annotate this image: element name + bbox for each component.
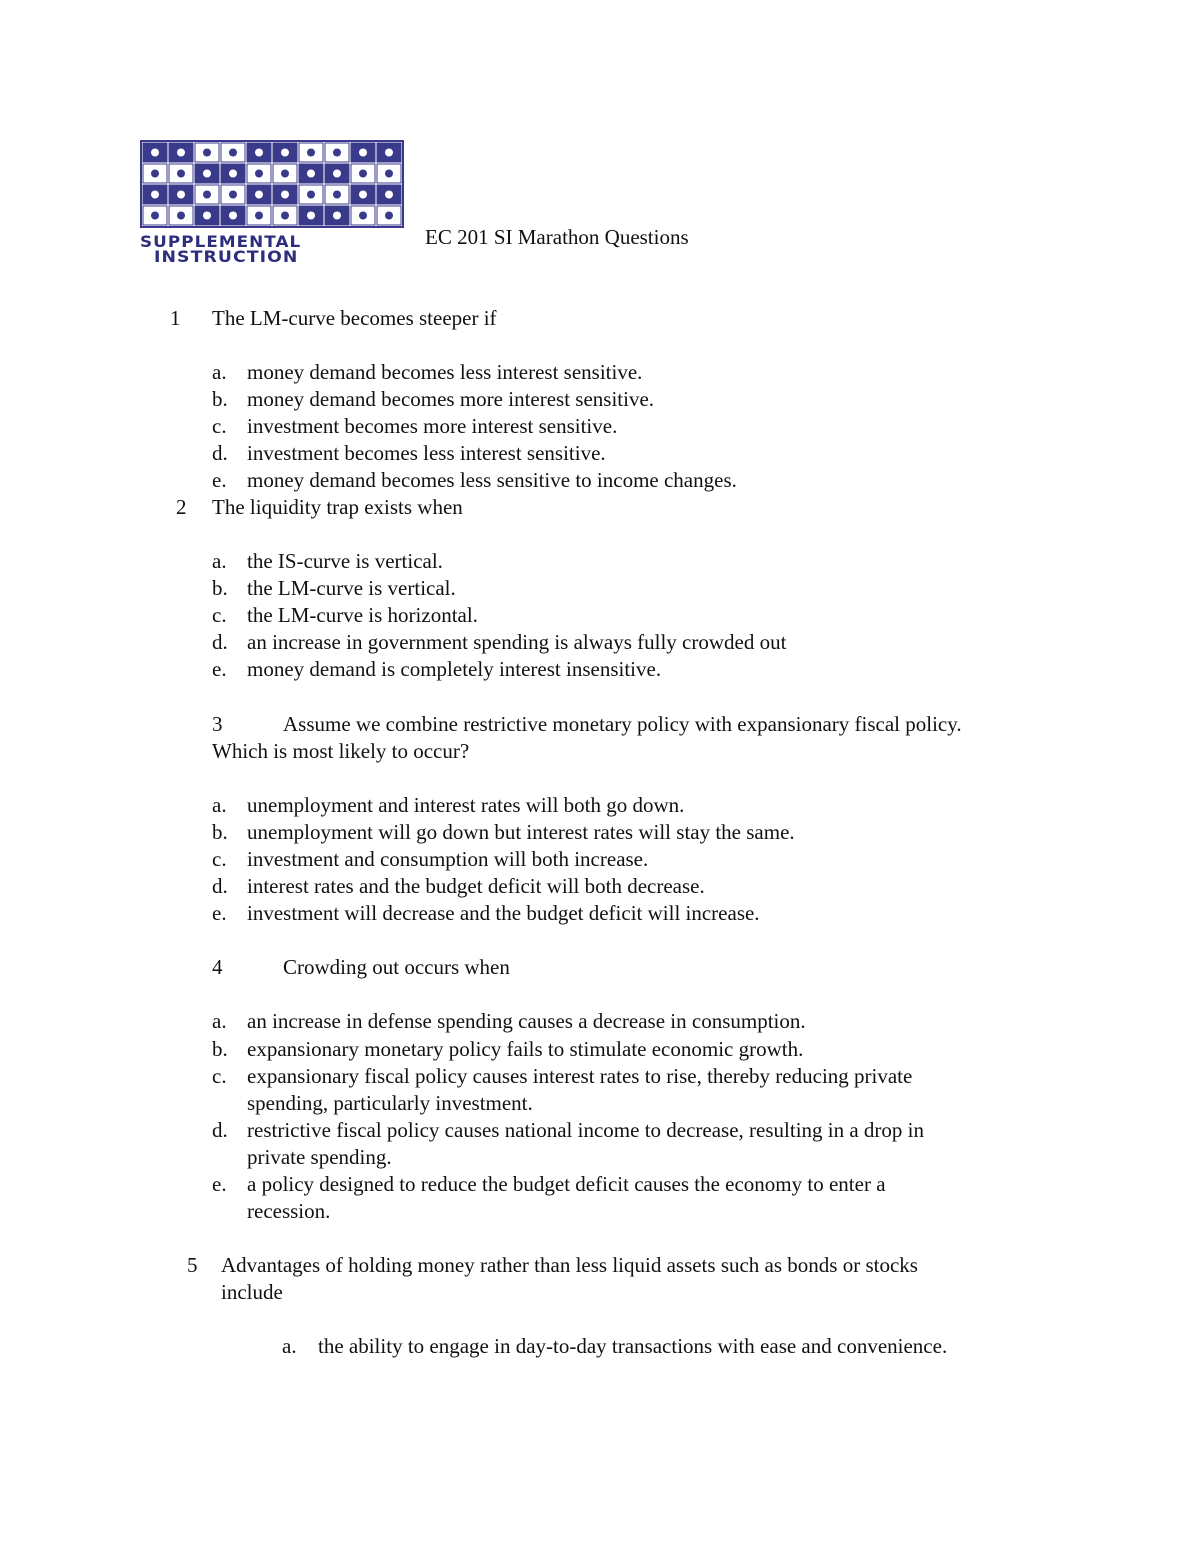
option-letter: e. bbox=[212, 1172, 227, 1196]
option-letter: c. bbox=[212, 1064, 227, 1088]
option-text: restrictive fiscal policy causes national income to decrease, resulting in a drop in bbox=[247, 1118, 925, 1142]
puzzle-knob bbox=[385, 149, 393, 157]
puzzle-knob bbox=[281, 212, 289, 220]
option-text: interest rates and the budget deficit will both decrease. bbox=[247, 874, 705, 898]
option-letter: b. bbox=[212, 387, 228, 411]
option-text: a policy designed to reduce the budget deficit causes the economy to enter a bbox=[247, 1172, 886, 1196]
document-title: EC 201 SI Marathon Questions bbox=[425, 225, 689, 249]
option-letter: a. bbox=[282, 1334, 297, 1358]
option-letter: d. bbox=[212, 630, 228, 654]
logo-text-line1: SUPPLEMENTAL bbox=[140, 232, 302, 251]
puzzle-knob bbox=[359, 170, 367, 178]
option-text: unemployment will go down but interest rates will stay the same. bbox=[247, 820, 795, 844]
option-text: the IS-curve is vertical. bbox=[247, 549, 443, 573]
puzzle-knob bbox=[203, 149, 211, 157]
option-text: an increase in government spending is always fully crowded out bbox=[247, 630, 787, 654]
puzzle-knob bbox=[281, 191, 289, 199]
puzzle-knob bbox=[385, 212, 393, 220]
puzzle-knob bbox=[203, 170, 211, 178]
puzzle-knob bbox=[203, 191, 211, 199]
question-text: Which is most likely to occur? bbox=[212, 739, 470, 763]
option-letter: c. bbox=[212, 414, 227, 438]
question-text: include bbox=[221, 1280, 283, 1304]
question-text: Advantages of holding money rather than less liquid assets such as bonds or stocks bbox=[221, 1253, 918, 1277]
puzzle-knob bbox=[333, 170, 341, 178]
puzzle-knob bbox=[255, 149, 263, 157]
option-text: investment becomes less interest sensitive. bbox=[247, 441, 606, 465]
puzzle-knob bbox=[307, 170, 315, 178]
option-text: investment will decrease and the budget deficit will increase. bbox=[247, 901, 760, 925]
puzzle-knob bbox=[281, 149, 289, 157]
option-letter: d. bbox=[212, 441, 228, 465]
puzzle-knob bbox=[307, 191, 315, 199]
puzzle-knob bbox=[177, 170, 185, 178]
puzzle-knob bbox=[333, 212, 341, 220]
puzzle-knob bbox=[151, 170, 159, 178]
option-letter: d. bbox=[212, 874, 228, 898]
option-text: the ability to engage in day-to-day transactions with ease and convenience. bbox=[318, 1334, 948, 1358]
option-letter: b. bbox=[212, 1037, 228, 1061]
puzzle-knob bbox=[281, 170, 289, 178]
puzzle-knob bbox=[307, 149, 315, 157]
option-text: an increase in defense spending causes a decrease in consumption. bbox=[247, 1009, 806, 1033]
puzzle-knob bbox=[333, 191, 341, 199]
option-letter: c. bbox=[212, 603, 227, 627]
option-letter: e. bbox=[212, 901, 227, 925]
puzzle-knob bbox=[255, 170, 263, 178]
question-number: 1 bbox=[170, 306, 181, 330]
logo-text-line2: INSTRUCTION bbox=[154, 247, 299, 266]
question-text: Crowding out occurs when bbox=[283, 955, 510, 979]
option-text: investment and consumption will both increase. bbox=[247, 847, 649, 871]
puzzle-knob bbox=[229, 149, 237, 157]
option-text: the LM-curve is horizontal. bbox=[247, 603, 478, 627]
supplemental-instruction-logo bbox=[140, 140, 404, 264]
option-text: money demand becomes more interest sensitive. bbox=[247, 387, 655, 411]
option-text: expansionary monetary policy fails to stimulate economic growth. bbox=[247, 1037, 804, 1061]
question-number: 2 bbox=[176, 495, 187, 519]
option-text: investment becomes more interest sensitive. bbox=[247, 414, 618, 438]
option-letter: e. bbox=[212, 468, 227, 492]
option-text: expansionary fiscal policy causes interest rates to rise, thereby reducing private bbox=[247, 1064, 913, 1088]
option-letter: c. bbox=[212, 847, 227, 871]
option-letter: d. bbox=[212, 1118, 228, 1142]
question-text: The LM-curve becomes steeper if bbox=[212, 306, 497, 330]
puzzle-knob bbox=[333, 149, 341, 157]
option-letter: b. bbox=[212, 820, 228, 844]
question-number: 5 bbox=[187, 1253, 198, 1277]
puzzle-knob bbox=[385, 191, 393, 199]
question-text: The liquidity trap exists when bbox=[212, 495, 463, 519]
puzzle-knob bbox=[177, 191, 185, 199]
puzzle-grid-icon bbox=[140, 140, 404, 228]
option-text: the LM-curve is vertical. bbox=[247, 576, 456, 600]
option-text: private spending. bbox=[247, 1145, 392, 1169]
puzzle-knob bbox=[151, 149, 159, 157]
puzzle-knob bbox=[359, 191, 367, 199]
option-text: money demand becomes less interest sensitive. bbox=[247, 360, 643, 384]
option-text: spending, particularly investment. bbox=[247, 1091, 533, 1115]
option-text: money demand is completely interest insensitive. bbox=[247, 657, 662, 681]
puzzle-knob bbox=[255, 191, 263, 199]
puzzle-knob bbox=[229, 212, 237, 220]
puzzle-knob bbox=[229, 191, 237, 199]
puzzle-knob bbox=[359, 149, 367, 157]
option-letter: a. bbox=[212, 549, 227, 573]
question-number: 4 bbox=[212, 955, 223, 979]
option-letter: e. bbox=[212, 657, 227, 681]
option-letter: a. bbox=[212, 360, 227, 384]
option-text: money demand becomes less sensitive to income changes. bbox=[247, 468, 737, 492]
puzzle-pieces-icon bbox=[142, 142, 402, 226]
option-text: unemployment and interest rates will both go down. bbox=[247, 793, 685, 817]
option-letter: a. bbox=[212, 1009, 227, 1033]
puzzle-knob bbox=[359, 212, 367, 220]
puzzle-knob bbox=[177, 149, 185, 157]
option-text: recession. bbox=[247, 1199, 331, 1223]
puzzle-knob bbox=[255, 212, 263, 220]
puzzle-knob bbox=[151, 212, 159, 220]
puzzle-knob bbox=[177, 212, 185, 220]
puzzle-knob bbox=[151, 191, 159, 199]
puzzle-knob bbox=[385, 170, 393, 178]
option-letter: a. bbox=[212, 793, 227, 817]
question-number: 3 bbox=[212, 712, 223, 736]
puzzle-knob bbox=[203, 212, 211, 220]
puzzle-knob bbox=[307, 212, 315, 220]
puzzle-knob bbox=[229, 170, 237, 178]
option-letter: b. bbox=[212, 576, 228, 600]
question-text: Assume we combine restrictive monetary policy with expansionary fiscal policy. bbox=[283, 712, 962, 736]
